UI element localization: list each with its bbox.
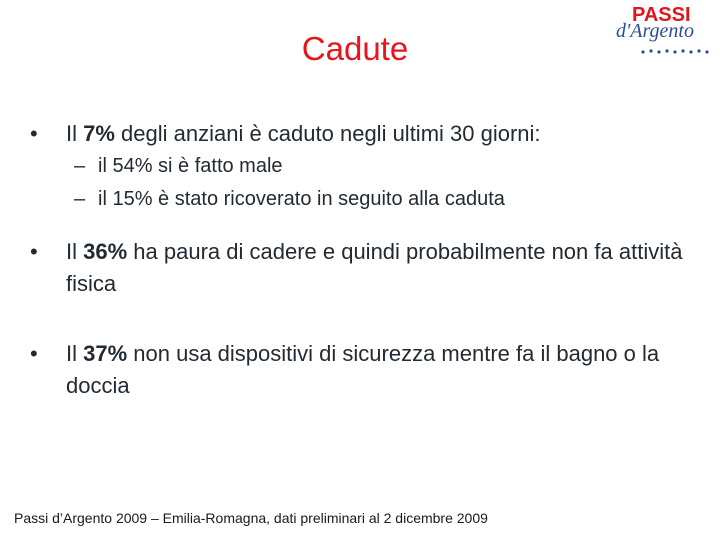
sub-bullet-item-2 [30,183,700,216]
bullet-item-1 [30,118,700,150]
bullet-percentage: 37% [83,341,128,366]
slide-footer: Passi d’Argento 2009 – Emilia-Romagna, dati preliminari al 2 dicembre 2009 [14,510,488,526]
logo-passi-text: PASSI [632,4,691,26]
sub-bullet-item-1 [30,150,700,183]
bullet-prefix: Il [66,341,84,366]
bullet-item-3 [30,338,700,402]
bullet-percentage: 36% [83,239,128,264]
bullet-prefix: Il [66,121,84,146]
sub-bullet-marker: – [74,155,86,177]
bullet-marker: • [30,239,38,264]
logo-figures-icon [640,47,710,55]
bullet-text [30,118,700,150]
sub-bullet-marker: – [74,188,86,210]
bullet-rest: degli anziani è caduto negli ultimi 30 giorni: [114,121,541,146]
bullet-percentage: 7% [83,121,115,146]
bullet-rest: ha paura di cadere e quindi probabilmente non fa attività fisica [66,239,683,296]
bullet-marker: • [30,341,38,366]
bullet-item-2 [30,236,700,300]
bullet-text [30,236,700,300]
bullet-text [30,338,700,402]
bullet-prefix: Il [66,239,84,264]
bullet-list [30,118,700,402]
logo-argento-text: d'Argento [616,20,694,42]
sub-bullet-text: il 15% è stato ricoverato in seguito alla caduta [98,188,505,210]
passi-dargento-logo [612,4,716,56]
bullet-rest: non usa dispositivi di sicurezza mentre fa il bagno o la doccia [66,341,660,398]
sub-bullet-text: il 54% si è fatto male [98,155,283,177]
bullet-marker: • [30,121,38,146]
slide-title: Cadute [301,30,409,67]
